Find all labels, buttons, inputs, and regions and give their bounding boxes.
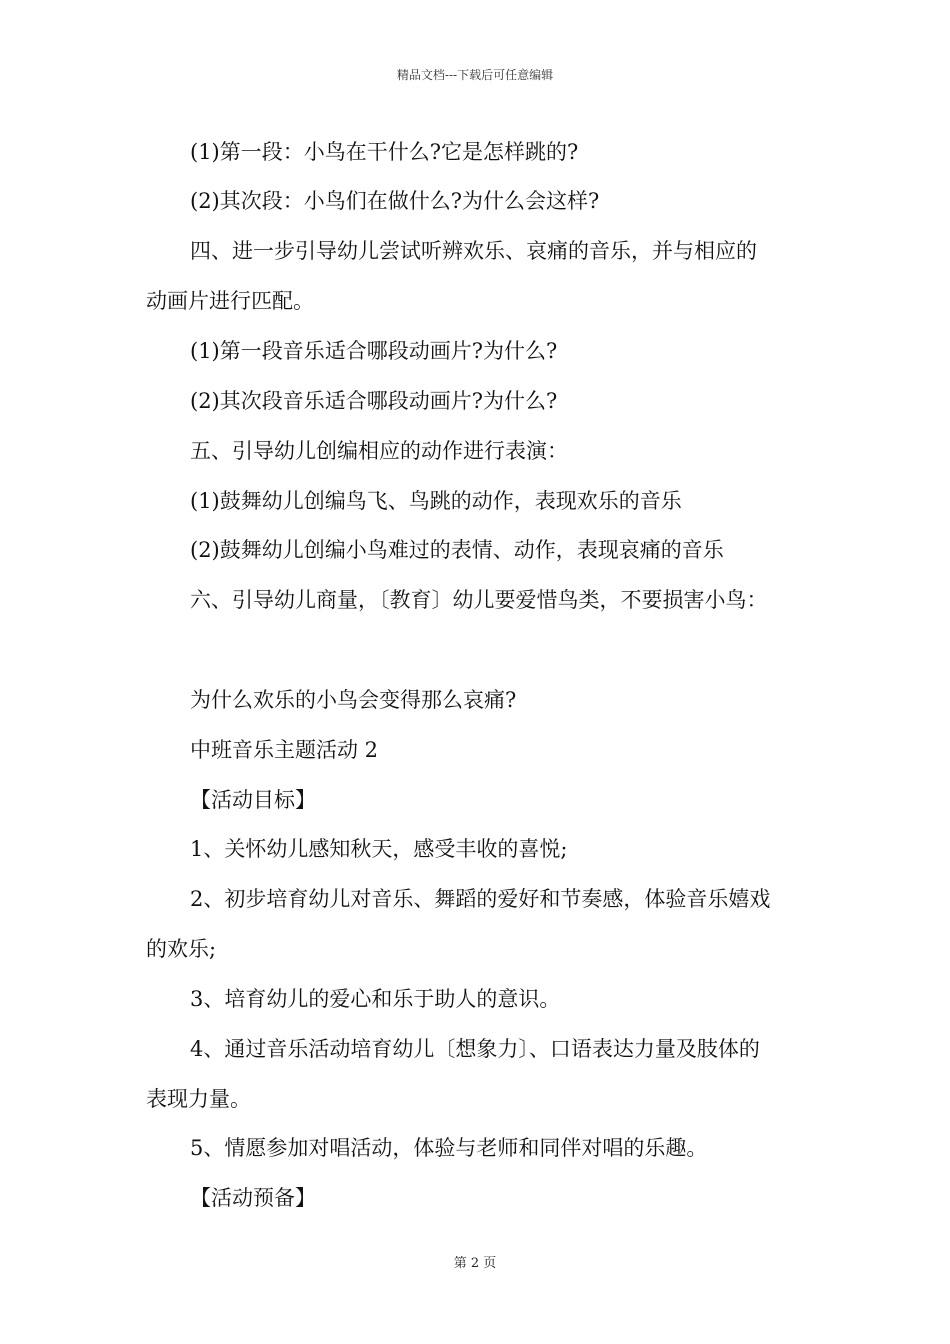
section-heading: 【活动目标】: [190, 788, 316, 812]
paragraph-line: 4、通过音乐活动培育幼儿〔想象力〕、口语表达力量及肢体的: [190, 1037, 760, 1061]
paragraph-line: 的欢乐;: [146, 937, 217, 961]
paragraph-line: (1)第一段音乐适合哪段动画片?为什么?: [190, 339, 558, 363]
paragraph-line: 3、培育幼儿的爱心和乐于助人的意识。: [190, 987, 561, 1011]
paragraph-line: 1、关怀幼儿感知秋天，感受丰收的喜悦;: [190, 837, 568, 861]
paragraph-line: (2)鼓舞幼儿创编小鸟难过的表情、动作，表现哀痛的音乐: [190, 538, 724, 562]
paragraph-line: (1)鼓舞幼儿创编鸟飞、鸟跳的动作，表现欢乐的音乐: [190, 489, 682, 513]
paragraph-line: 动画片进行匹配。: [146, 289, 314, 313]
paragraph-line: 五、引导幼儿创编相应的动作进行表演：: [190, 439, 568, 463]
paragraph-line: (2)其次段：小鸟们在做什么?为什么会这样?: [190, 189, 600, 213]
section-title: 中班音乐主题活动 2: [190, 738, 379, 762]
paragraph-line: 表现力量。: [146, 1087, 251, 1111]
paragraph-line: 5、情愿参加对唱活动，体验与老师和同伴对唱的乐趣。: [190, 1136, 708, 1160]
section-heading: 【活动预备】: [190, 1186, 316, 1210]
page-header: 精品文档---下载后可任意编辑: [396, 68, 554, 82]
paragraph-line: (1)第一段：小鸟在干什么?它是怎样跳的?: [190, 140, 579, 164]
paragraph-line: 六、引导幼儿商量，〔教育〕幼儿要爱惜鸟类，不要损害小鸟：: [190, 588, 768, 612]
paragraph-line: (2)其次段音乐适合哪段动画片?为什么?: [190, 389, 558, 413]
paragraph-line: 2、初步培育幼儿对音乐、舞蹈的爱好和节奏感，体验音乐嬉戏: [190, 887, 771, 911]
paragraph-line: 为什么欢乐的小鸟会变得那么哀痛?: [190, 688, 517, 712]
paragraph-line: 四、进一步引导幼儿尝试听辨欢乐、哀痛的音乐，并与相应的: [190, 239, 757, 263]
page-number: 第 2 页: [453, 1256, 497, 1271]
